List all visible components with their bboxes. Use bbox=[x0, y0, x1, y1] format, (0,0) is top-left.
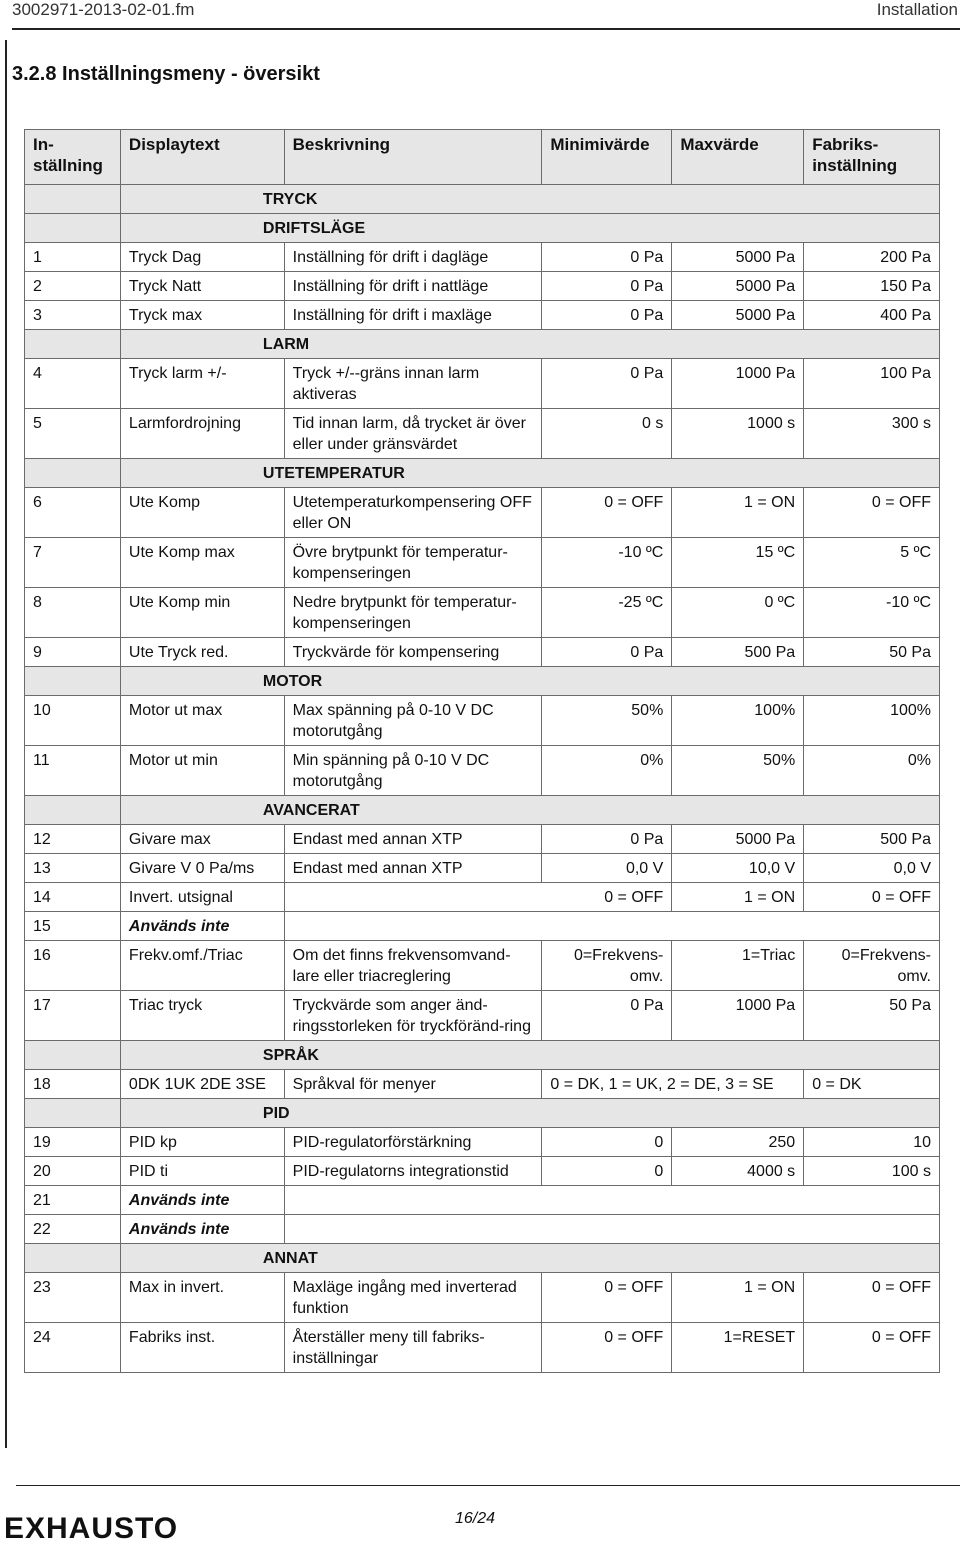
section-row bbox=[25, 185, 940, 214]
min-value: 0 Pa bbox=[542, 638, 672, 667]
min-value: 0 bbox=[542, 1128, 672, 1157]
min-value: 0 Pa bbox=[542, 301, 672, 330]
table-row bbox=[25, 941, 940, 991]
table-row bbox=[25, 538, 940, 588]
section-gap-cell bbox=[25, 1244, 121, 1273]
display-text: Används inte bbox=[120, 912, 284, 941]
section-gap-cell bbox=[25, 459, 121, 488]
section-heading: SPRÅK bbox=[120, 1041, 939, 1070]
display-text: 0DK 1UK 2DE 3SE bbox=[120, 1070, 284, 1099]
setting-number: 22 bbox=[25, 1215, 121, 1244]
description: Språkval för menyer bbox=[284, 1070, 542, 1099]
description bbox=[284, 1186, 939, 1215]
section-row bbox=[25, 1099, 940, 1128]
table-row bbox=[25, 991, 940, 1041]
description: Max spänning på 0-10 V DC motorutgång bbox=[284, 696, 542, 746]
factory-setting: 5 ºC bbox=[804, 538, 940, 588]
description: Tryck +/--gräns innan larm aktiveras bbox=[284, 359, 542, 409]
min-value: -10 ºC bbox=[542, 538, 672, 588]
table-row bbox=[25, 1070, 940, 1099]
display-text: Ute Komp bbox=[120, 488, 284, 538]
min-value: 0 Pa bbox=[542, 991, 672, 1041]
section-heading: PID bbox=[120, 1099, 939, 1128]
max-value: 1 = ON bbox=[672, 488, 804, 538]
max-value: 1 = ON bbox=[672, 883, 804, 912]
description: PID-regulatorns integrationstid bbox=[284, 1157, 542, 1186]
factory-setting: 0=Frekvens-omv. bbox=[804, 941, 940, 991]
setting-number: 9 bbox=[25, 638, 121, 667]
max-value: 5000 Pa bbox=[672, 825, 804, 854]
description: Tryckvärde för kompensering bbox=[284, 638, 542, 667]
max-value: 1=RESET bbox=[672, 1323, 804, 1373]
setting-number: 10 bbox=[25, 696, 121, 746]
setting-number: 21 bbox=[25, 1186, 121, 1215]
factory-setting: 10 bbox=[804, 1128, 940, 1157]
display-text: Ute Komp min bbox=[120, 588, 284, 638]
max-value: 1000 s bbox=[672, 409, 804, 459]
margin-bar bbox=[5, 40, 7, 1448]
factory-setting: 200 Pa bbox=[804, 243, 940, 272]
section-heading: MOTOR bbox=[120, 667, 939, 696]
max-value: 1=Triac bbox=[672, 941, 804, 991]
settings-table bbox=[24, 129, 940, 1373]
table-row bbox=[25, 638, 940, 667]
section-heading: DRIFTSLÄGE bbox=[120, 214, 939, 243]
section-row bbox=[25, 214, 940, 243]
setting-number: 13 bbox=[25, 854, 121, 883]
table-row bbox=[25, 272, 940, 301]
factory-setting: 0 = OFF bbox=[804, 1273, 940, 1323]
section-heading: AVANCERAT bbox=[120, 796, 939, 825]
factory-setting: 500 Pa bbox=[804, 825, 940, 854]
max-value: 10,0 V bbox=[672, 854, 804, 883]
min-value: 0 Pa bbox=[542, 272, 672, 301]
section-gap-cell bbox=[25, 185, 121, 214]
setting-number: 18 bbox=[25, 1070, 121, 1099]
description: Tryckvärde som anger änd-ringsstorleken för tryckföränd-ring bbox=[284, 991, 542, 1041]
col-maxvarde-header: Maxvärde bbox=[672, 130, 804, 185]
setting-number: 7 bbox=[25, 538, 121, 588]
section-heading: TRYCK bbox=[120, 185, 939, 214]
max-value: 1 = ON bbox=[672, 1273, 804, 1323]
display-text: Ute Komp max bbox=[120, 538, 284, 588]
max-value: 500 Pa bbox=[672, 638, 804, 667]
min-value: 0% bbox=[542, 746, 672, 796]
col-displaytext-header: Displaytext bbox=[120, 130, 284, 185]
setting-number: 20 bbox=[25, 1157, 121, 1186]
display-text: Frekv.omf./Triac bbox=[120, 941, 284, 991]
description: Tid innan larm, då trycket är över eller under gränsvärdet bbox=[284, 409, 542, 459]
max-value: 0 ºC bbox=[672, 588, 804, 638]
display-text: PID kp bbox=[120, 1128, 284, 1157]
page-number: 16/24 bbox=[455, 1510, 496, 1527]
description: Maxläge ingång med inverterad funktion bbox=[284, 1273, 542, 1323]
setting-number: 19 bbox=[25, 1128, 121, 1157]
display-text: Används inte bbox=[120, 1215, 284, 1244]
factory-setting: 0,0 V bbox=[804, 854, 940, 883]
description: Om det finns frekvensomvand-lare eller triacreglering bbox=[284, 941, 542, 991]
factory-setting: 0 = DK bbox=[804, 1070, 940, 1099]
display-text: Larmfordrojning bbox=[120, 409, 284, 459]
display-text: Används inte bbox=[120, 1186, 284, 1215]
factory-setting: 150 Pa bbox=[804, 272, 940, 301]
setting-number: 17 bbox=[25, 991, 121, 1041]
table-row bbox=[25, 588, 940, 638]
setting-number: 23 bbox=[25, 1273, 121, 1323]
max-value: 4000 s bbox=[672, 1157, 804, 1186]
col-minimivarde-header: Minimivärde bbox=[542, 130, 672, 185]
table-row bbox=[25, 488, 940, 538]
min-value: 0 = OFF bbox=[542, 883, 672, 912]
min-value: 0,0 V bbox=[542, 854, 672, 883]
section-gap-cell bbox=[25, 667, 121, 696]
min-value: 0 s bbox=[542, 409, 672, 459]
display-text: PID ti bbox=[120, 1157, 284, 1186]
min-value: -25 ºC bbox=[542, 588, 672, 638]
section-row bbox=[25, 796, 940, 825]
table-row bbox=[25, 854, 940, 883]
table-row bbox=[25, 883, 940, 912]
table-row bbox=[25, 243, 940, 272]
min-value: 0 Pa bbox=[542, 243, 672, 272]
description: Min spänning på 0-10 V DC motorutgång bbox=[284, 746, 542, 796]
section-row bbox=[25, 330, 940, 359]
display-text: Ute Tryck red. bbox=[120, 638, 284, 667]
section-gap-cell bbox=[25, 1099, 121, 1128]
table-body bbox=[25, 185, 940, 1373]
col-installning-header: In- ställning bbox=[25, 130, 121, 185]
setting-number: 1 bbox=[25, 243, 121, 272]
description: Inställning för drift i nattläge bbox=[284, 272, 542, 301]
table-header-row bbox=[25, 130, 940, 185]
factory-setting: 100 s bbox=[804, 1157, 940, 1186]
table-row bbox=[25, 746, 940, 796]
min-value: 50% bbox=[542, 696, 672, 746]
setting-number: 3 bbox=[25, 301, 121, 330]
setting-number: 6 bbox=[25, 488, 121, 538]
section-row bbox=[25, 1244, 940, 1273]
description: PID-regulatorförstärkning bbox=[284, 1128, 542, 1157]
setting-number: 5 bbox=[25, 409, 121, 459]
max-value: 1000 Pa bbox=[672, 991, 804, 1041]
description: Inställning för drift i dagläge bbox=[284, 243, 542, 272]
table-row bbox=[25, 359, 940, 409]
factory-setting: -10 ºC bbox=[804, 588, 940, 638]
max-value: 5000 Pa bbox=[672, 272, 804, 301]
table-row bbox=[25, 1323, 940, 1373]
display-text: Tryck Natt bbox=[120, 272, 284, 301]
min-value: 0 = OFF bbox=[542, 1323, 672, 1373]
display-text: Tryck max bbox=[120, 301, 284, 330]
description bbox=[284, 912, 939, 941]
setting-number: 12 bbox=[25, 825, 121, 854]
display-text: Fabriks inst. bbox=[120, 1323, 284, 1373]
table-row bbox=[25, 696, 940, 746]
max-value: 5000 Pa bbox=[672, 301, 804, 330]
factory-setting: 50 Pa bbox=[804, 638, 940, 667]
section-title: 3.2.8 Inställningsmeny - översikt bbox=[12, 63, 320, 85]
display-text: Invert. utsignal bbox=[120, 883, 284, 912]
col-beskrivning-header: Beskrivning bbox=[284, 130, 542, 185]
setting-number: 14 bbox=[25, 883, 121, 912]
setting-number: 16 bbox=[25, 941, 121, 991]
min-value: 0 bbox=[542, 1157, 672, 1186]
setting-number: 4 bbox=[25, 359, 121, 409]
table-row bbox=[25, 1157, 940, 1186]
description bbox=[284, 883, 542, 912]
setting-number: 8 bbox=[25, 588, 121, 638]
section-row bbox=[25, 667, 940, 696]
factory-setting: 300 s bbox=[804, 409, 940, 459]
section-gap-cell bbox=[25, 214, 121, 243]
display-text: Motor ut max bbox=[120, 696, 284, 746]
display-text: Triac tryck bbox=[120, 991, 284, 1041]
max-value: 50% bbox=[672, 746, 804, 796]
section-row bbox=[25, 459, 940, 488]
description: Nedre brytpunkt för temperatur-kompenseringen bbox=[284, 588, 542, 638]
factory-setting: 0 = OFF bbox=[804, 488, 940, 538]
exhausto-logo: EXHAUSTO bbox=[4, 1512, 179, 1545]
description: Utetemperaturkompensering OFF eller ON bbox=[284, 488, 542, 538]
table-row bbox=[25, 825, 940, 854]
table-row bbox=[25, 1273, 940, 1323]
factory-setting: 0 = OFF bbox=[804, 1323, 940, 1373]
section-heading: ANNAT bbox=[120, 1244, 939, 1273]
display-text: Givare max bbox=[120, 825, 284, 854]
factory-setting: 50 Pa bbox=[804, 991, 940, 1041]
min-value: 0 Pa bbox=[542, 825, 672, 854]
setting-number: 2 bbox=[25, 272, 121, 301]
min-value: 0 = OFF bbox=[542, 488, 672, 538]
section-heading: LARM bbox=[120, 330, 939, 359]
setting-number: 11 bbox=[25, 746, 121, 796]
max-value: 15 ºC bbox=[672, 538, 804, 588]
display-text: Max in invert. bbox=[120, 1273, 284, 1323]
footer-rule bbox=[16, 1485, 960, 1486]
display-text: Givare V 0 Pa/ms bbox=[120, 854, 284, 883]
table-row bbox=[25, 1215, 940, 1244]
section-gap-cell bbox=[25, 1041, 121, 1070]
min-max-range: 0 = DK, 1 = UK, 2 = DE, 3 = SE bbox=[542, 1070, 804, 1099]
description: Endast med annan XTP bbox=[284, 825, 542, 854]
description: Inställning för drift i maxläge bbox=[284, 301, 542, 330]
setting-number: 24 bbox=[25, 1323, 121, 1373]
description: Endast med annan XTP bbox=[284, 854, 542, 883]
factory-setting: 0 = OFF bbox=[804, 883, 940, 912]
factory-setting: 100% bbox=[804, 696, 940, 746]
factory-setting: 400 Pa bbox=[804, 301, 940, 330]
min-value: 0 = OFF bbox=[542, 1273, 672, 1323]
description: Återställer meny till fabriks-inställningar bbox=[284, 1323, 542, 1373]
description: Övre brytpunkt för temperatur-kompenseringen bbox=[284, 538, 542, 588]
section-gap-cell bbox=[25, 796, 121, 825]
table-row bbox=[25, 1128, 940, 1157]
max-value: 100% bbox=[672, 696, 804, 746]
display-text: Tryck larm +/- bbox=[120, 359, 284, 409]
max-value: 1000 Pa bbox=[672, 359, 804, 409]
table-row bbox=[25, 912, 940, 941]
section-heading: UTETEMPERATUR bbox=[120, 459, 939, 488]
display-text: Tryck Dag bbox=[120, 243, 284, 272]
table-row bbox=[25, 409, 940, 459]
display-text: Motor ut min bbox=[120, 746, 284, 796]
table-row bbox=[25, 1186, 940, 1215]
header-rule bbox=[12, 28, 960, 30]
factory-setting: 100 Pa bbox=[804, 359, 940, 409]
table-row bbox=[25, 301, 940, 330]
factory-setting: 0% bbox=[804, 746, 940, 796]
document-id: 3002971-2013-02-01.fm bbox=[12, 0, 195, 19]
setting-number: 15 bbox=[25, 912, 121, 941]
section-gap-cell bbox=[25, 330, 121, 359]
max-value: 250 bbox=[672, 1128, 804, 1157]
chapter-name: Installation bbox=[876, 0, 958, 19]
max-value: 5000 Pa bbox=[672, 243, 804, 272]
min-value: 0 Pa bbox=[542, 359, 672, 409]
min-value: 0=Frekvens-omv. bbox=[542, 941, 672, 991]
description bbox=[284, 1215, 939, 1244]
section-row bbox=[25, 1041, 940, 1070]
col-fabriksinstallning-header: Fabriks- inställning bbox=[804, 130, 940, 185]
